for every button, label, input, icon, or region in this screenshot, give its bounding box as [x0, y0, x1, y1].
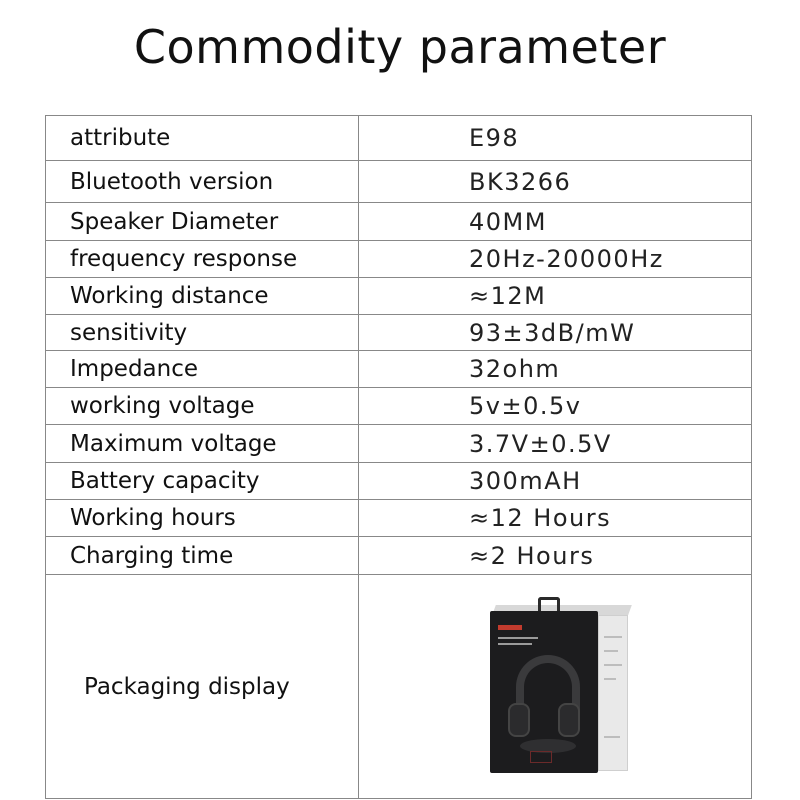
- row-value: 32ohm: [359, 351, 752, 388]
- table-row: [46, 463, 752, 500]
- parameter-table: [45, 115, 752, 799]
- table-row: [46, 241, 752, 278]
- row-label: sensitivity: [46, 315, 359, 351]
- row-value: ≈12 Hours: [359, 500, 752, 537]
- row-label: working voltage: [46, 388, 359, 425]
- row-label: Battery capacity: [46, 463, 359, 500]
- row-value: ≈2 Hours: [359, 537, 752, 575]
- row-label: Charging time: [46, 537, 359, 575]
- row-label: Working distance: [46, 278, 359, 315]
- row-label: frequency response: [46, 241, 359, 278]
- row-label: Working hours: [46, 500, 359, 537]
- row-label: Bluetooth version: [46, 161, 359, 203]
- table-row: [46, 161, 752, 203]
- row-value: E98: [359, 116, 752, 161]
- packaging-row: [46, 575, 752, 799]
- table-row: [46, 500, 752, 537]
- table-row: [46, 278, 752, 315]
- row-value: BK3266: [359, 161, 752, 203]
- row-value: 20Hz-20000Hz: [359, 241, 752, 278]
- row-label: Impedance: [46, 351, 359, 388]
- table-row: [46, 537, 752, 575]
- table-row: [46, 351, 752, 388]
- row-value: 5v±0.5v: [359, 388, 752, 425]
- table-row: [46, 425, 752, 463]
- table-row: [46, 388, 752, 425]
- table-row: [46, 203, 752, 241]
- row-value: ≈12M: [359, 278, 752, 315]
- table-row: [46, 116, 752, 161]
- packaging-label: Packaging display: [46, 575, 359, 799]
- packaging-image-cell: [359, 575, 752, 799]
- page-title: Commodity parameter: [133, 20, 667, 74]
- table-row: [46, 315, 752, 351]
- row-label: attribute: [46, 116, 359, 161]
- row-value: 40MM: [359, 203, 752, 241]
- row-label: Maximum voltage: [46, 425, 359, 463]
- row-value: 93±3dB/mW: [359, 315, 752, 351]
- row-label: Speaker Diameter: [46, 203, 359, 241]
- headphone-box-image: [480, 597, 630, 777]
- row-value: 300mAH: [359, 463, 752, 500]
- row-value: 3.7V±0.5V: [359, 425, 752, 463]
